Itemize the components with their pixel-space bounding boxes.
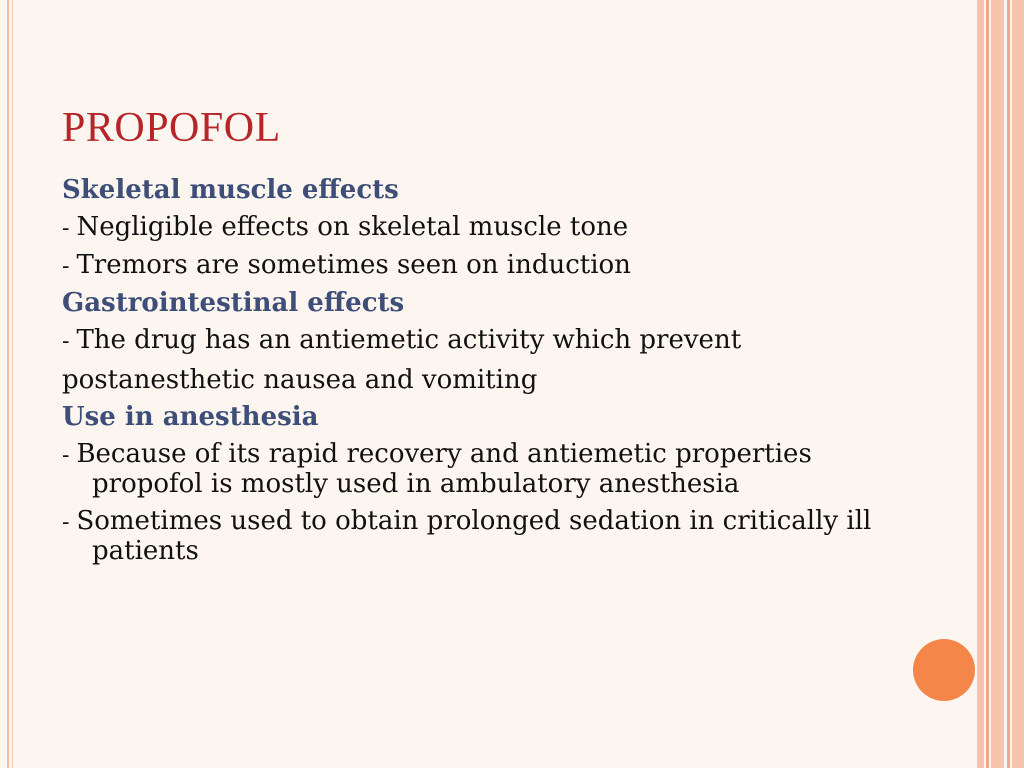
bullet-line: [62, 326, 922, 356]
bullet-line: [62, 213, 922, 243]
dash-marker: -: [62, 254, 77, 279]
dash-marker: -: [62, 216, 77, 241]
bullet-line: [62, 440, 922, 499]
bullet-text: Negligible effects on skeletal muscle tone: [76, 212, 629, 242]
section-heading-skeletal: Skeletal muscle effects: [62, 175, 399, 205]
slide-title: PROPOFOL: [62, 105, 281, 151]
slide-content: [62, 176, 922, 574]
right-stripe: [1007, 0, 1010, 768]
decorative-circle: [913, 639, 975, 701]
dash-marker: -: [62, 510, 77, 535]
bullet-text: Sometimes used to obtain prolonged sedation in critically ill patients: [76, 506, 872, 566]
section-heading-gastrointestinal: Gastrointestinal effects: [62, 288, 405, 318]
bullet-text: Tremors are sometimes seen on induction: [76, 250, 631, 280]
plain-line: postanesthetic nausea and vomiting: [62, 365, 538, 395]
right-stripe: [991, 0, 1004, 768]
left-border-line-inner: [12, 0, 13, 768]
dash-marker: -: [62, 329, 77, 354]
bullet-line: [62, 251, 922, 281]
right-stripe: [977, 0, 984, 768]
bullet-text: Because of its rapid recovery and antiemetic properties propofol is mostly used in ambulatory anesthesia: [76, 439, 812, 499]
dash-marker: -: [62, 443, 77, 468]
section-heading-use: Use in anesthesia: [62, 402, 319, 432]
bullet-text: The drug has an antiemetic activity which prevent: [76, 325, 742, 355]
left-border-line: [7, 0, 9, 768]
bullet-line: [62, 507, 922, 566]
right-stripe: [986, 0, 989, 768]
right-stripe: [1012, 0, 1024, 768]
